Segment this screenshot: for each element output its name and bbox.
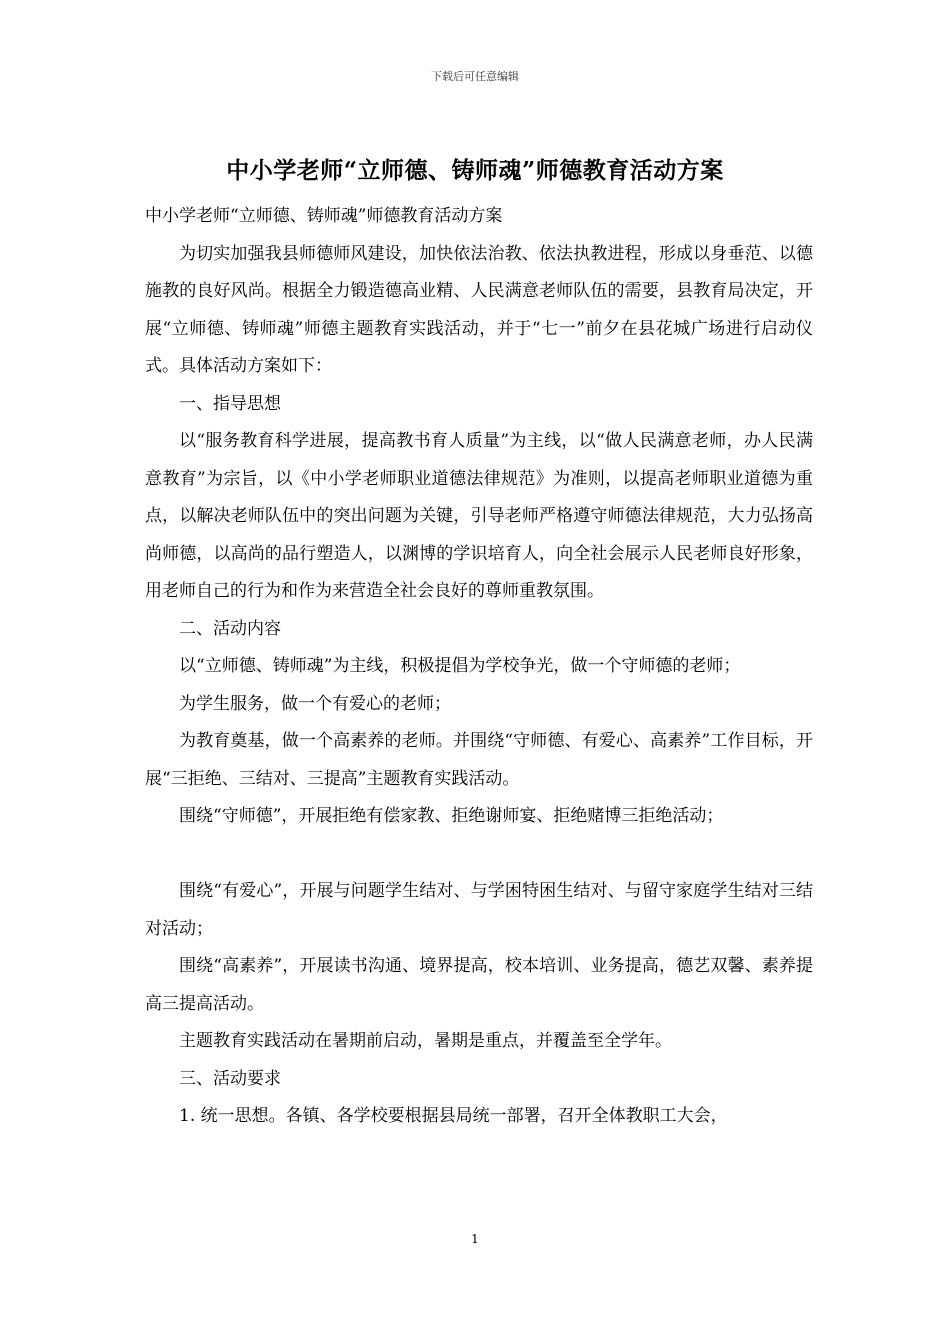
document-title: 中小学老师“立师德、铸师魂”师德教育活动方案 <box>226 157 724 184</box>
paragraph-three-pairings: 围绕“有爱心”，开展与问题学生结对、与学困特困生结对、与留守家庭学生结对三结对活动； <box>145 881 813 939</box>
paragraph-subtitle: 中小学老师“立师德、铸师魂”师德教育活动方案 <box>145 206 503 226</box>
section-heading-activity-content: 二、活动内容 <box>179 618 281 639</box>
paragraph-content-education: 为教育奠基，做一个高素养的老师。并围绕“守师德、有爱心、高素养”工作目标，开展“三拒绝、三结对、三提高”主题教育实践活动。 <box>145 731 813 789</box>
paragraph-schedule: 主题教育实践活动在暑期前启动，暑期是重点，并覆盖至全学年。 <box>179 1031 672 1051</box>
paragraph-three-improvements: 围绕“高素养”，开展读书沟通、境界提高，校本培训、业务提高，德艺双馨、素养提高三提高活动。 <box>145 956 813 1014</box>
paragraph-intro: 为切实加强我县师德师风建设，加快依法治教、依法执教进程，形成以身垂范、以德施教的良好风尚。根据全力锻造德高业精、人民满意老师队伍的需要，县教育局决定，开展“立师德、铸师魂”师德主题教育实践活动，并于“七一”前夕在县花城广场进行启动仪式。具体活动方案如下： <box>145 243 813 376</box>
section-heading-guiding-thought: 一、指导思想 <box>179 393 281 414</box>
document-body <box>145 198 813 1136</box>
paragraph-guiding-thought: 以“服务教育科学进展，提高教书育人质量”为主线，以“做人民满意老师，办人民满意教育”为宗旨，以《中小学老师职业道德法律规范》为准则，以提高老师职业道德为重点，以解决老师队伍中的突出问题为关键，引导老师严格遵守师德法律规范，大力弘扬高尚师德，以高尚的品行塑造人，以渊博的学识培育人，向全社会展示人民老师良好形象，用老师自己的行为和作为来营造全社会良好的尊师重教氛围。 <box>145 431 813 601</box>
page-number: 1 <box>471 1232 479 1246</box>
paragraph-content-serve-students: 为学生服务，做一个有爱心的老师； <box>179 693 451 714</box>
blank-line <box>145 836 813 874</box>
paragraph-content-mainline: 以“立师德、铸师魂”为主线，积极提倡为学校争光，做一个守师德的老师； <box>179 656 741 676</box>
section-heading-requirements: 三、活动要求 <box>179 1068 281 1089</box>
header-note: 下载后可任意编辑 <box>431 70 519 83</box>
paragraph-three-refusals: 围绕“守师德”，开展拒绝有偿家教、拒绝谢师宴、拒绝赌博三拒绝活动； <box>179 806 724 826</box>
paragraph-requirement-1: 1. 统一思想。各镇、各学校要根据县局统一部署，召开全体教职工大会， <box>179 1106 728 1126</box>
